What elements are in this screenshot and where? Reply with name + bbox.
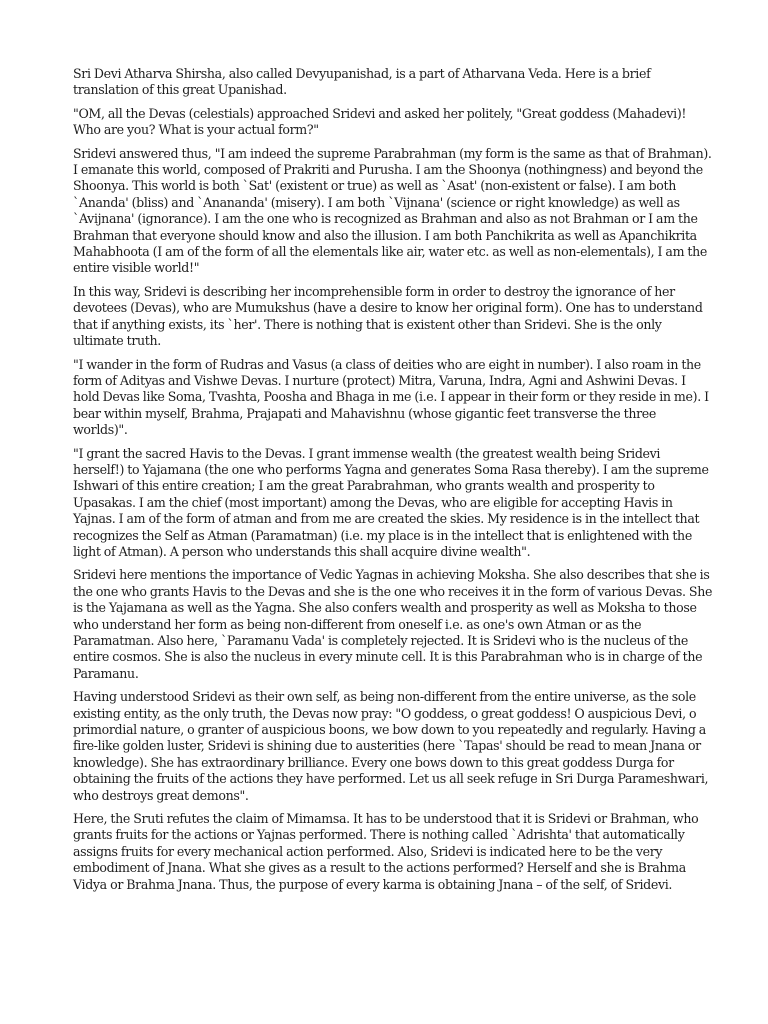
paragraph-havis-wealth: "I grant the sacred Havis to the Devas. I grant immense wealth (the greatest wealth being Sridevi herself!) to Yajamana (the one who performs Yagna and generates Soma Rasa thereby). I am the supreme Ishwari of this entire creation; I am the great Parabrahman, who grants wealth and prosperity to Upasakas. I am the chief (most important) among the Devas, who are eligible for accepting Havis in Yajnas. I am of the form of atman and from me are created the skies. My residence is in the intellect that recognizes the Self as Atman (Paramatman) (i.e. my place is in the intellect that is enlightened with the light of Atman). A person who understands this shall acquire divine wealth". xyxy=(73,445,709,559)
document-body xyxy=(73,66,713,900)
paragraph-commentary-mimamsa: Here, the Sruti refutes the claim of Mimamsa. It has to be understood that it is Sridevi or Brahman, who grants fruits for the actions or Yajnas performed. There is nothing called `Adrishta' that automatically assigns fruits for every mechanical action performed. Also, Sridevi is indicated here to be the very embodiment of Jnana. What she gives as a result to the actions performed? Herself and she is Brahma Vidya or Brahma Jnana. Thus, the purpose of every karma is obtaining Jnana – of the self, of Sridevi. xyxy=(73,811,699,892)
paragraph-rudras-vasus: "I wander in the form of Rudras and Vasus (a class of deities who are eight in number). I also roam in the form of Adityas and Vishwe Devas. I nurture (protect) Mitra, Varuna, Indra, Agni and Ashwini Devas. I hold Devas like Soma, Tvashta, Poosha and Bhaga in me (i.e. I appear in their form or they reside in me). I bear within myself, Brahma, Prajapati and Mahavishnu (whose gigantic feet transverse the three worlds)". xyxy=(73,356,709,438)
paragraph-sridevi-answer: Sridevi answered thus, "I am indeed the supreme Parabrahman (my form is the same as that of Brahman). I emanate this world, composed of Prakriti and Purusha. I am the Shoonya (nothingness) and beyond the Shoonya. This world is both `Sat' (existent or true) as well as `Asat' (non-existent or false). I am both `Ananda' (bliss) and `Anananda' (misery). I am both `Vijnana' (science or right knowledge) as well as `Avijnana' (ignorance). I am the one who is recognized as Brahman and also as not Brahman or I am the Brahman that everyone should know and also the illusion. I am both Panchikrita as well as Apanchikrita Mahabhoota (I am of the form of all the elementals like air, water etc. as well as non-elementals), I am the entire visible world!" xyxy=(73,145,712,276)
paragraph-devas-prayer: Having understood Sridevi as their own self, as being non-different from the entire universe, as the sole existing entity, as the only truth, the Devas now pray: "O goddess, o great goddess! O auspicious Devi, o primordial nature, o granter of auspicious boons, we bow down to you repeatedly and regularly. Having a fire-like golden luster, Sridevi is shining due to austerities (here `Tapas' should be read to mean Jnana or knowledge). She has extraordinary brilliance. Every one bows down to this great goddess Durga for obtaining the fruits of the actions they have performed. Let us all seek refuge in Sri Durga Parameshwari, who destroys great demons". xyxy=(73,689,709,803)
paragraph-commentary-yagnas: Sridevi here mentions the importance of Vedic Yagnas in achieving Moksha. She also describes that she is the one who grants Havis to the Devas and she is the one who receives it in the form of various Devas. She is the Yajamana as well as the Yagna. She also confers wealth and prosperity as well as Moksha to those who understand her form as being non-different from oneself i.e. as one's own Atman or as the Paramatman. Also here, `Paramanu Vada' is completely rejected. It is Sridevi who is the nucleus of the entire cosmos. She is also the nucleus in every minute cell. It is this Parabrahman who is in charge of the Paramanu. xyxy=(73,567,713,681)
paragraph-devas-question: "OM, all the Devas (celestials) approached Sridevi and asked her politely, "Great goddess (Mahadevi)! Who are you? What is your actual form?" xyxy=(73,105,687,138)
paragraph-intro: Sri Devi Atharva Shirsha, also called Devyupanishad, is a part of Atharvana Veda. Here is a brief translation of this great Upanishad. xyxy=(73,66,651,98)
paragraph-commentary-form: In this way, Sridevi is describing her incomprehensible form in order to destroy the ignorance of her devotees (Devas), who are Mumukshus (have a desire to know her original form). One has to understand that if anything exists, its `her'. There is nothing that is existent other than Sridevi. She is the only ultimate truth. xyxy=(73,283,703,349)
